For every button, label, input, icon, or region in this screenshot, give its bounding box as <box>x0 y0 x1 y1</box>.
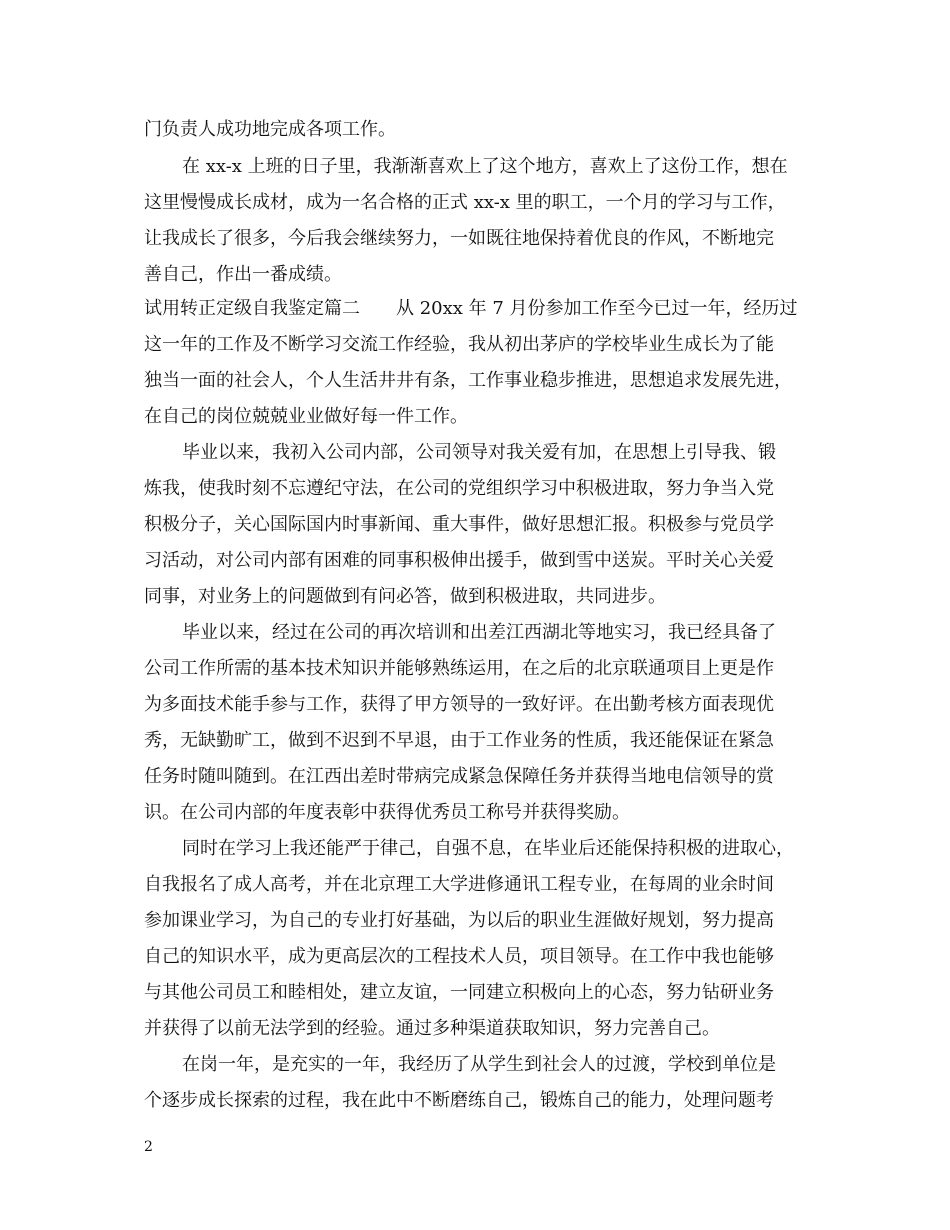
text-line: 并获得了以前无法学到的经验。通过多种渠道获取知识，努力完善自己。 <box>144 1018 720 1039</box>
text-line: 让我成长了很多，今后我会继续努力，一如既往地保持着优良的作风，不断地完 <box>144 228 774 249</box>
text-line: 积极分子，关心国际国内时事新闻、重大事件，做好思想汇报。积极参与党员学 <box>144 514 774 535</box>
text-line: 这一年的工作及不断学习交流工作经验，我从初出茅庐的学校毕业生成长为了能 <box>144 334 774 355</box>
text-line: 在岗一年，是充实的一年，我经历了从学生到社会人的过渡，学校到单位是 <box>182 1054 776 1075</box>
text-line: 试用转正定级自我鉴定篇二 从 20xx 年 7 月份参加工作至今已过一年，经历过 <box>144 298 798 319</box>
text-line: 同事，对业务上的问题做到有问必答，做到积极进取，共同进步。 <box>144 586 666 607</box>
text-line: 为多面技术能手参与工作，获得了甲方领导的一致好评。在出勤考核方面表现优 <box>144 694 774 715</box>
text-line: 毕业以来，我初入公司内部，公司领导对我关爱有加，在思想上引导我、锻 <box>182 442 776 463</box>
text-line: 炼我，使我时刻不忘遵纪守法，在公司的党组织学习中积极进取，努力争当入党 <box>144 478 774 499</box>
text-line: 参加课业学习，为自己的专业打好基础，为以后的职业生涯做好规划，努力提高 <box>144 910 774 931</box>
text-line: 自己的知识水平，成为更高层次的工程技术人员，项目领导。在工作中我也能够 <box>144 946 774 967</box>
text-line: 在 xx-x 上班的日子里，我渐渐喜欢上了这个地方，喜欢上了这份工作，想在 <box>182 156 788 177</box>
text-line: 在自己的岗位兢兢业业做好每一件工作。 <box>144 406 468 427</box>
text-line: 这里慢慢成长成材，成为一名合格的正式 xx-x 里的职工，一个月的学习与工作， <box>144 192 786 213</box>
text-line: 独当一面的社会人，个人生活井井有条，工作事业稳步推进，思想追求发展先进， <box>144 370 792 391</box>
text-line: 自我报名了成人高考，并在北京理工大学进修通讯工程专业，在每周的业余时间 <box>144 874 774 895</box>
text-line: 同时在学习上我还能严于律己，自强不息，在毕业后还能保持积极的进取心， <box>182 838 794 859</box>
text-line: 个逐步成长探索的过程，我在此中不断磨练自己，锻炼自己的能力，处理问题考 <box>144 1090 774 1111</box>
text-line: 秀，无缺勤旷工，做到不迟到不早退，由于工作业务的性质，我还能保证在紧急 <box>144 730 774 751</box>
text-line: 识。在公司内部的年度表彰中获得优秀员工称号并获得奖励。 <box>144 802 630 823</box>
text-line: 习活动，对公司内部有困难的同事积极伸出援手，做到雪中送炭。平时关心关爱 <box>144 550 774 571</box>
text-line: 任务时随叫随到。在江西出差时带病完成紧急保障任务并获得当地电信领导的赏 <box>144 766 774 787</box>
text-line: 与其他公司员工和睦相处，建立友谊，一同建立积极向上的心态，努力钻研业务 <box>144 982 774 1003</box>
page-number: 2 <box>144 1139 153 1155</box>
text-line: 善自己，作出一番成绩。 <box>144 264 342 285</box>
text-line: 门负责人成功地完成各项工作。 <box>144 119 396 140</box>
text-line: 公司工作所需的基本技术知识并能够熟练运用，在之后的北京联通项目上更是作 <box>144 658 774 679</box>
text-line: 毕业以来，经过在公司的再次培训和出差江西湖北等地实习，我已经具备了 <box>182 622 776 643</box>
